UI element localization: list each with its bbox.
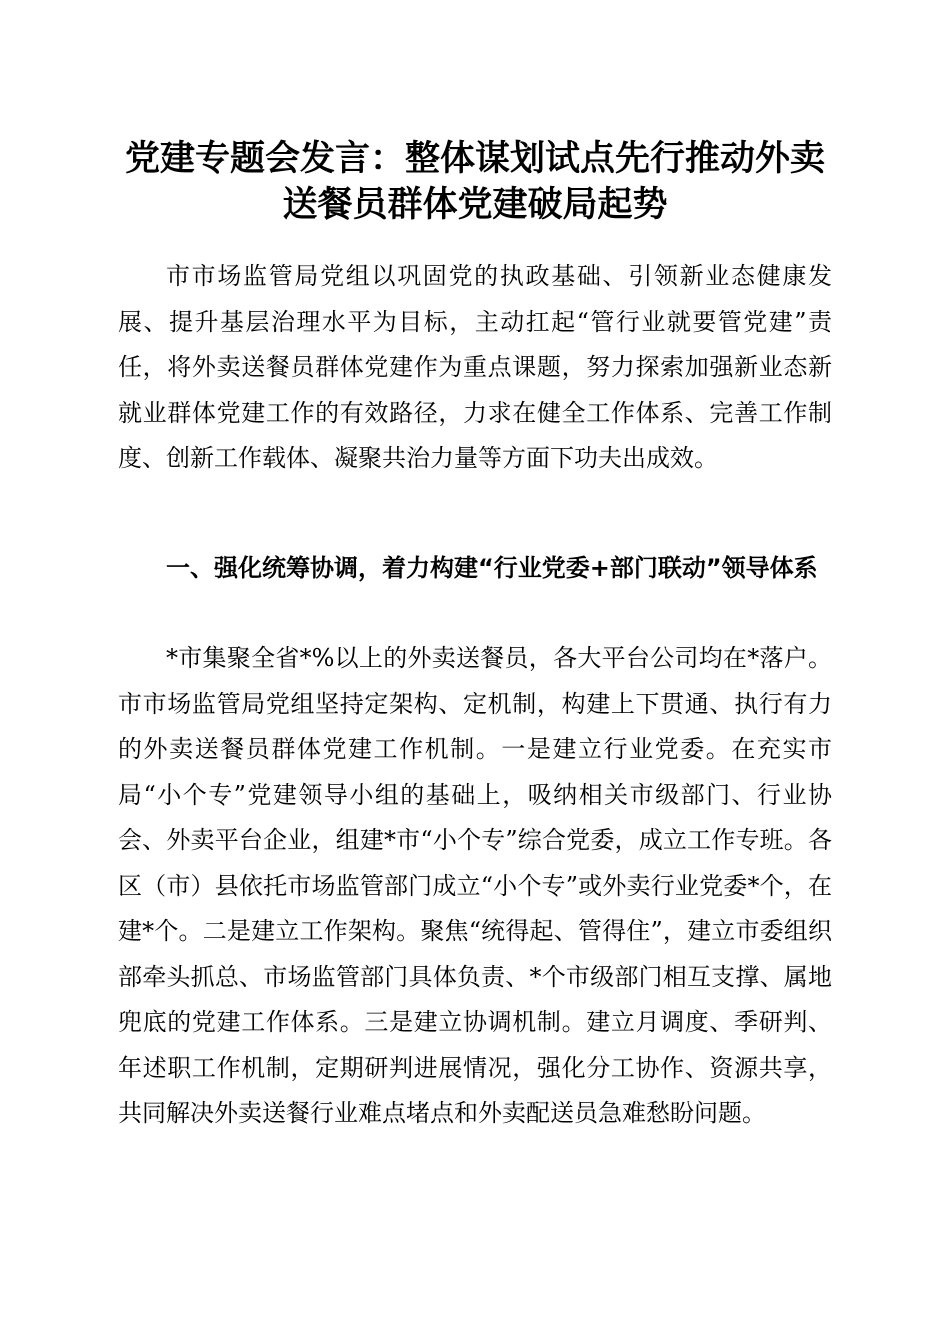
section-heading: 一、强化统筹协调，着力构建“行业党委+部门联动”领导体系 bbox=[166, 554, 818, 582]
intro-paragraph: 市市场监管局党组以巩固党的执政基础、引领新业态健康发展、提升基层治理水平为目标，主动扛起“管行业就要管党建”责任，将外卖送餐员群体党建作为重点课题，努力探索加强新业态新就业群体党建工作的有效路径，力求在健全工作体系、完善工作制度、创新工作载体、凝聚共治力量等方面下功夫出成效。 bbox=[118, 262, 832, 472]
section-paragraph: *市集聚全省*%以上的外卖送餐员，各大平台公司均在*落户。市市场监管局党组坚持定架构、定机制，构建上下贯通、执行有力的外卖送餐员群体党建工作机制。一是建立行业党委。在充实市局“小个专”党建领导小组的基础上，吸纳相关市级部门、行业协会、外卖平台企业，组建*市“小个专”综合党委，成立工作专班。各区（市）县依托市场监管部门成立“小个专”或外卖行业党委*个，在建*个。二是建立工作架构。聚焦“统得起、管得住”，建立市委组织部牵头抓总、市场监管部门具体负责、*个市级部门相互支撑、属地兜底的党建工作体系。三是建立协调机制。建立月调度、季研判、年述职工作机制，定期研判进展情况，强化分工协作、资源共享，共同解决外卖送餐行业难点堵点和外卖配送员急难愁盼问题。 bbox=[118, 644, 832, 1127]
document-title: 党建专题会发言：整体谋划试点先行推动外卖送餐员群体党建破局起势 bbox=[124, 138, 825, 225]
